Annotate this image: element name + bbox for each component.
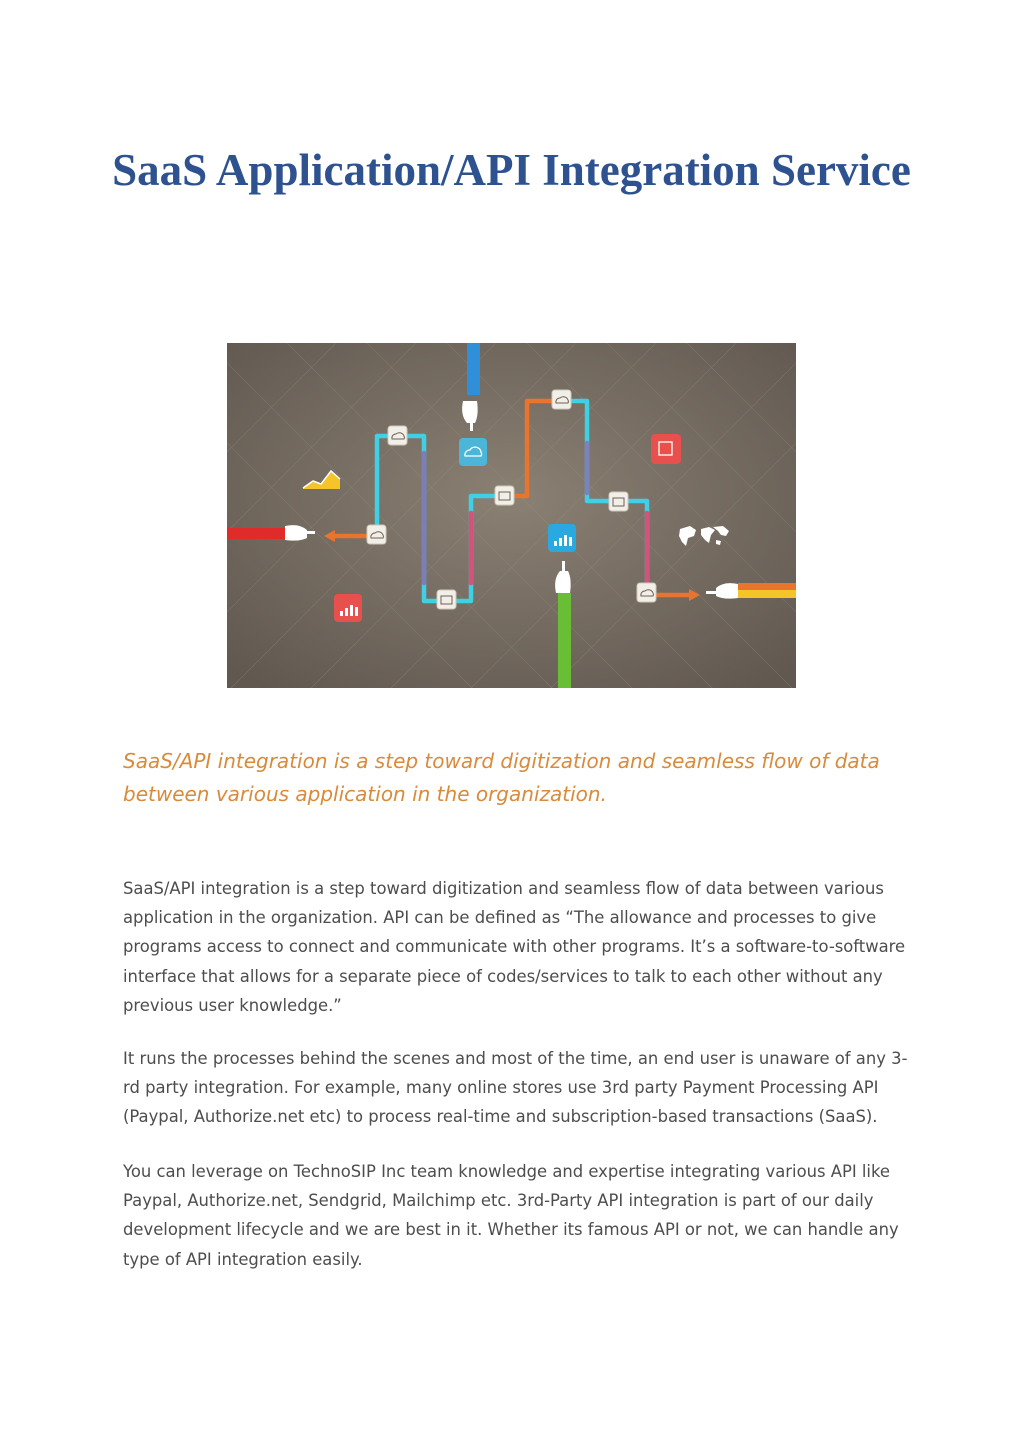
green-bar xyxy=(558,593,571,688)
body-paragraph: You can leverage on TechnoSIP Inc team knowledge and expertise integrating various API like Paypal, Authorize.net, Sendgrid, Mailchimp etc. 3rd-Party API integration is part of our daily development lifecycle and we are best in it. Whether its famous API or not, we can handle any type of API integration easily. xyxy=(123,1162,899,1269)
blue-bar xyxy=(467,343,480,395)
hero-illustration xyxy=(227,343,796,688)
yellow-bar xyxy=(738,583,796,590)
folder-icon xyxy=(437,590,456,609)
lead-text: SaaS/API integration is a step toward digitization and seamless flow of data between various application in the organization. xyxy=(123,749,880,806)
tag-icon xyxy=(651,434,681,464)
red-bar xyxy=(227,528,285,539)
body-paragraph: SaaS/API integration is a step toward digitization and seamless flow of data between various application in the organization. API can be defined as “The allowance and processes to give programs access to connect and communicate with other programs. It’s a software-to-software interface that allows for a separate piece of codes/services to talk to each other without any previous user knowledge.” xyxy=(123,879,906,1015)
folder-icon xyxy=(609,492,628,511)
body-paragraph: It runs the processes behind the scenes and most of the time, an end user is unaware of any 3-rd party integration. For example, many online stores use 3rd party Payment Processing API (Paypal, Authorize.net etc) to process real-time and subscription-based transactions (SaaS). xyxy=(123,1049,908,1127)
page-title: SaaS Application/API Integration Service xyxy=(112,145,911,195)
folder-icon xyxy=(495,486,514,505)
cloud-icon xyxy=(459,438,487,466)
